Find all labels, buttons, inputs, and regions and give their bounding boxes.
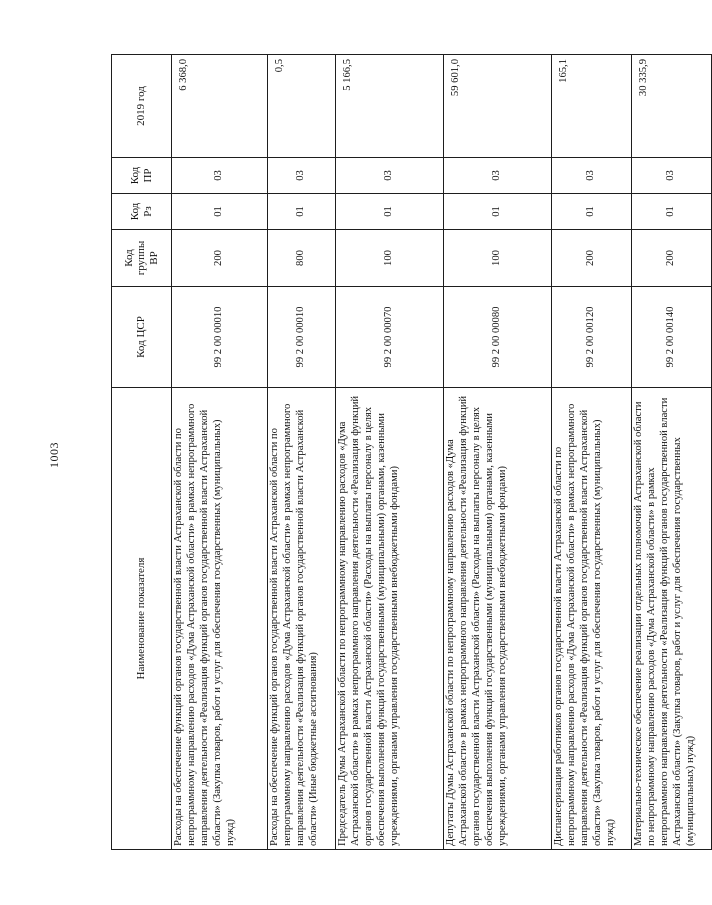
table-row xyxy=(632,55,712,850)
cell-csr: 99 2 00 00120 xyxy=(552,287,632,388)
header-pr: Код ПР xyxy=(112,158,172,194)
cell-name: Расходы на обеспечение функций органов государственной власти Астраханской области по непрограммному направлению расходов «Дума Астраханской области» в рамках непрограммного направления деятельности «Реализация функций органов государственной власти Астраханской области» (Иные бюджетные ассигнования) xyxy=(268,388,336,850)
budget-table xyxy=(111,54,712,850)
cell-pr: 03 xyxy=(268,158,336,194)
cell-amount: 5 166,5 xyxy=(336,55,444,158)
cell-csr: 99 2 00 00140 xyxy=(632,287,712,388)
cell-csr: 99 2 00 00010 xyxy=(268,287,336,388)
cell-name: Материально-техническое обеспечение реализации отдельных полномочий Астраханской области по непрограммному направлению расходов «Дума Астраханской области» в рамках непрограммного направления деятельности «Реализация функций органов государственной власти Астраханской области» (Закупка товаров, работ и услуг для обеспечения государственных (муниципальных) нужд) xyxy=(632,388,712,850)
header-amount: 2019 год xyxy=(112,55,172,158)
cell-vr: 200 xyxy=(172,230,268,287)
cell-amount: 165,1 xyxy=(552,55,632,158)
cell-rz: 01 xyxy=(552,194,632,230)
cell-csr: 99 2 00 00070 xyxy=(336,287,444,388)
table-row xyxy=(336,55,444,850)
cell-name: Председатель Думы Астраханской области по непрограммному направлению расходов «Дума Астраханской области» в рамках непрограммного направления деятельности «Реализация функций органов государственной власти Астраханской области» (Расходы на выплаты персоналу в целях обеспечения выполнения функций государственными (муниципальными) органами, казенными учреждениями, органами управления государственными внебюджетными фондами) xyxy=(336,388,444,850)
header-csr: Код ЦСР xyxy=(112,287,172,388)
cell-csr: 99 2 00 00010 xyxy=(172,287,268,388)
cell-rz: 01 xyxy=(268,194,336,230)
budget-table-container xyxy=(111,55,696,850)
cell-pr: 03 xyxy=(336,158,444,194)
cell-rz: 01 xyxy=(444,194,552,230)
cell-name: Депутаты Думы Астраханской области по непрограммному направлению расходов «Дума Астраханской области» в рамках непрограммного направления деятельности «Реализация функций органов государственной власти Астраханской области» (Расходы на выплаты персоналу в целях обеспечения выполнения функций государственными (муниципальными) органами, казенными учреждениями, органами управления государственными внебюджетными фондами) xyxy=(444,388,552,850)
header-vr: Код группы ВР xyxy=(112,230,172,287)
cell-rz: 01 xyxy=(632,194,712,230)
cell-vr: 200 xyxy=(552,230,632,287)
table-header-row xyxy=(112,55,172,850)
cell-pr: 03 xyxy=(632,158,712,194)
table-row xyxy=(268,55,336,850)
cell-rz: 01 xyxy=(336,194,444,230)
cell-vr: 100 xyxy=(444,230,552,287)
cell-name: Диспансеризация работников органов государственной власти Астраханской области по непрограммному направлению расходов «Дума Астраханской области» в рамках непрограммного направления деятельности «Реализация функций органов государственной власти Астраханской области» (Закупка товаров, работ и услуг для обеспечения государственных (муниципальных) нужд) xyxy=(552,388,632,850)
cell-name: Расходы на обеспечение функций органов государственной власти Астраханской области по непрограммному направлению расходов «Дума Астраханской области» в рамках непрограммного направления деятельности «Реализация функций органов государственной власти Астраханской области» (Закупка товаров, работ и услуг для обеспечения государственных (муниципальных) нужд) xyxy=(172,388,268,850)
cell-amount: 0,5 xyxy=(268,55,336,158)
page-number: 1003 xyxy=(47,442,61,468)
cell-pr: 03 xyxy=(444,158,552,194)
cell-vr: 100 xyxy=(336,230,444,287)
cell-vr: 800 xyxy=(268,230,336,287)
cell-csr: 99 2 00 00080 xyxy=(444,287,552,388)
header-rz: Код Рз xyxy=(112,194,172,230)
cell-rz: 01 xyxy=(172,194,268,230)
header-name: Наименование показателя xyxy=(112,388,172,850)
cell-amount: 30 335,9 xyxy=(632,55,712,158)
table-row xyxy=(172,55,268,850)
cell-amount: 6 368,0 xyxy=(172,55,268,158)
cell-pr: 03 xyxy=(552,158,632,194)
table-row xyxy=(444,55,552,850)
cell-pr: 03 xyxy=(172,158,268,194)
cell-vr: 200 xyxy=(632,230,712,287)
table-row xyxy=(552,55,632,850)
cell-amount: 59 601,0 xyxy=(444,55,552,158)
